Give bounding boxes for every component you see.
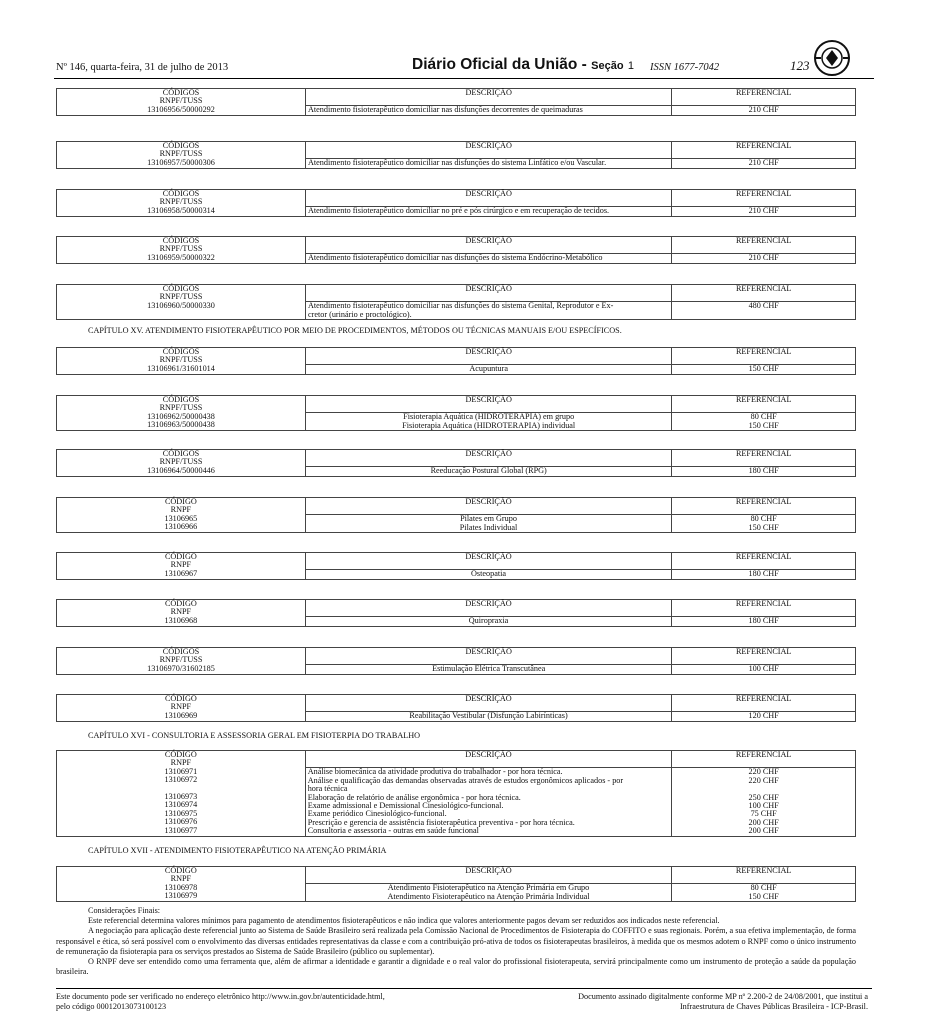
description-value: Prescrição e gerencia de assistência fisioterapêutica preventiva - por hora técnica. [307, 817, 575, 827]
referencial-header: REFERENCIAL [672, 348, 856, 365]
code-header-line-1: CÓDIGOS [162, 647, 200, 656]
code-value: 13106963/50000438 [147, 420, 215, 430]
description-value: Elaboração de relatório de análise ergonômica - por hora técnica. [307, 792, 521, 802]
description-header: DESCRIÇÃO [305, 648, 671, 665]
code-header-line-2: RNPF [170, 702, 192, 712]
description-header: DESCRIÇÃO [305, 867, 672, 884]
code-spacer [59, 310, 303, 318]
section-number: 1 [627, 60, 635, 72]
referencial-value: 100 CHF [748, 800, 779, 810]
footer-signature [524, 992, 868, 1012]
code-cell [57, 159, 306, 168]
code-header [57, 142, 306, 159]
table-header-row [57, 751, 856, 768]
description-value: Análise e qualificação das demandas observadas através de estudos ergonômicos aplicados - por [307, 775, 624, 785]
code-cell [57, 254, 306, 263]
description-value: Pilates Individual [459, 522, 518, 532]
referencial-header: REFERENCIAL [672, 190, 856, 207]
referencial-cell [672, 207, 856, 216]
description-cell [305, 665, 671, 674]
table [56, 694, 856, 722]
code-value: 13106972 [164, 775, 198, 785]
table-header-row [57, 867, 856, 884]
code-value: 13106968 [164, 615, 198, 625]
code-value: 13106959/50000322 [147, 252, 215, 262]
description-value-continued: cretor (urinário e proctológico). [307, 309, 412, 319]
code-value: 13106977 [164, 825, 198, 835]
final-paragraph-2: A negociação para aplicação deste referencial junto ao Sistema de Saúde Brasileiro será realizada pela Comissão Nacional de Procedimentos de Fisioterapia do COFFITO e suas regionais. Porém, a sua efetiva implementação, de forma responsável e ética, só será possível com o envolvimento das diversas entidades representativas da classe e com a contribuição pró-ativa de todos os fisioterapeutas brasileiros, à medida que os mesmos adotem o RNPF como o único instrumento de remuneração da fisioterapia para os serviços prestados ao Sistema de Saúde Brasileiro (público ou suplementar). [56, 926, 856, 956]
table-row [57, 302, 856, 320]
footer-signature-line-2: Infraestrutura de Chaves Públicas Brasileira - ICP-Brasil. [679, 1002, 868, 1011]
code-cell [57, 768, 306, 836]
description-value: Análise biomecânica da atividade produtiva do trabalhador - por hora técnica. [307, 767, 563, 777]
final-paragraph-1: Este referencial determina valores mínimos para pagamento de atendimentos fisioterapêuticos e não indica que valores anteriormente pagos devam ser reduzidos aos indicados neste referencial. [88, 916, 720, 926]
description-value: Atendimento fisioterapêutico domiciliar nas disfunções do sistema Genital, Reprodutor e Ex- [307, 301, 614, 311]
referencial-header: REFERENCIAL [672, 285, 856, 302]
code-header-line-1: CÓDIGO [164, 750, 197, 759]
code-header [57, 89, 306, 106]
chapter-xvi-heading: CAPÍTULO XVI - CONSULTORIA E ASSESSORIA GERAL EM FISIOTERPIA DO TRABALHO [88, 731, 421, 740]
referencial-table [56, 750, 856, 837]
table [56, 395, 856, 431]
code-value: 13106960/50000330 [147, 300, 215, 310]
code-value: 13106969 [164, 710, 198, 720]
description-value: Acupuntura [469, 364, 509, 374]
referencial-value: 210 CHF [748, 158, 779, 168]
table [56, 497, 856, 533]
description-header: DESCRIÇÃO [305, 553, 672, 570]
code-value: 13106975 [164, 808, 198, 818]
description-value: Fisioterapia Aquática (HIDROTERAPIA) em grupo [403, 412, 575, 422]
description-header: DESCRIÇÃO [305, 498, 672, 515]
referencial-value: 80 CHF [750, 883, 777, 893]
description-value: Quiropraxia [468, 616, 509, 626]
code-value: 13106979 [164, 891, 198, 901]
table [56, 647, 856, 675]
description-cell [305, 302, 671, 320]
referencial-table [56, 694, 856, 722]
code-cell [57, 365, 306, 374]
code-header-line-1: CÓDIGOS [162, 284, 200, 293]
code-cell [57, 570, 306, 579]
code-header-line-2: RNPF/TUSS [159, 655, 203, 665]
code-header [57, 450, 306, 467]
code-value: 13106958/50000314 [147, 205, 215, 215]
description-value: Pilates em Grupo [460, 514, 517, 524]
description-value: Estimulação Elétrica Transcutânea [432, 664, 546, 674]
final-paragraph-3: O RNPF deve ser entendido como uma ferramenta que, além de afirmar a identidade e garantir a dignidade e o real valor do profissional fisioterapeuta, servirá principalmente como um instrumento de proteção a saúde da população brasileira. [56, 957, 856, 977]
journal-title [412, 56, 634, 74]
code-header [57, 867, 306, 884]
description-value: Osteopatia [471, 569, 507, 579]
code-header [57, 695, 306, 712]
description-cell [305, 254, 671, 263]
code-value: 13106967 [164, 568, 198, 578]
code-header-line-2: RNPF/TUSS [159, 197, 203, 207]
code-header-line-2: RNPF/TUSS [159, 244, 203, 254]
referencial-cell [672, 413, 856, 431]
table-header-row [57, 695, 856, 712]
description-value: Exame periódico Cinesiológico-funcional. [307, 809, 447, 819]
referencial-header: REFERENCIAL [672, 751, 856, 768]
table-row [57, 467, 856, 476]
referencial-cell [672, 106, 856, 115]
code-header-line-2: RNPF/TUSS [159, 355, 203, 365]
code-cell [57, 467, 306, 476]
code-value: 13106956/50000292 [147, 104, 215, 114]
code-header-line-1: CÓDIGO [164, 694, 197, 703]
table-row [57, 617, 856, 626]
table-row [57, 413, 856, 431]
description-value: Reeducação Postural Global (RPG) [430, 466, 547, 476]
referencial-header: REFERENCIAL [672, 553, 856, 570]
table [56, 347, 856, 375]
referencial-cell [672, 617, 856, 626]
referencial-cell [672, 570, 856, 579]
description-header: DESCRIÇÃO [305, 89, 671, 106]
referencial-table [56, 88, 856, 116]
table [56, 866, 856, 902]
code-cell [57, 884, 306, 902]
code-header [57, 751, 306, 768]
referencial-value: 200 CHF [748, 817, 779, 827]
description-value: Atendimento fisioterapêutico domiciliar nas disfunções decorrentes de queimaduras [307, 105, 583, 115]
referencial-value: 150 CHF [748, 364, 779, 374]
referencial-value: 100 CHF [748, 664, 779, 674]
code-header [57, 648, 306, 665]
code-header-line-2: RNPF/TUSS [159, 292, 203, 302]
table-row [57, 207, 856, 216]
referencial-cell [672, 254, 856, 263]
table [56, 88, 856, 116]
code-header-line-1: CÓDIGOS [162, 449, 200, 458]
code-cell [57, 617, 306, 626]
referencial-value: 150 CHF [748, 522, 779, 532]
title-text: Diário Oficial da União [412, 56, 578, 73]
table-row [57, 106, 856, 115]
description-cell [305, 413, 672, 431]
code-header-line-1: CÓDIGOS [162, 347, 200, 356]
code-header-line-1: CÓDIGOS [162, 189, 200, 198]
referencial-value: 80 CHF [750, 514, 777, 524]
code-header [57, 190, 306, 207]
code-value: 13106964/50000446 [147, 465, 215, 475]
final-title: Considerações Finais: [88, 906, 161, 915]
code-header-line-2: RNPF [170, 874, 192, 884]
referencial-header: REFERENCIAL [672, 695, 856, 712]
description-cell [305, 712, 672, 721]
referencial-value: 220 CHF [748, 775, 779, 785]
table [56, 449, 856, 477]
code-header [57, 498, 306, 515]
section-word: Seção [591, 60, 624, 72]
referencial-table [56, 141, 856, 169]
referencial-header: REFERENCIAL [672, 498, 856, 515]
referencial-header: REFERENCIAL [672, 396, 856, 413]
referencial-table [56, 497, 856, 533]
table-row [57, 665, 856, 674]
code-cell [57, 413, 306, 431]
code-header-line-1: CÓDIGO [164, 552, 197, 561]
referencial-value: 150 CHF [748, 891, 779, 901]
table-header-row [57, 142, 856, 159]
referencial-header: REFERENCIAL [672, 237, 856, 254]
referencial-header: REFERENCIAL [672, 648, 856, 665]
referencial-cell [672, 712, 856, 721]
referencial-table [56, 236, 856, 264]
table-header-row [57, 648, 856, 665]
referencial-table [56, 395, 856, 431]
referencial-table [56, 449, 856, 477]
description-cell [305, 768, 672, 836]
table-row [57, 254, 856, 263]
referencial-cell [672, 467, 856, 476]
description-cell [305, 467, 671, 476]
referencial-table [56, 647, 856, 675]
code-header-line-1: CÓDIGO [164, 866, 197, 875]
referencial-cell [672, 159, 856, 168]
code-header [57, 553, 306, 570]
referencial-value: 210 CHF [748, 206, 779, 216]
code-cell [57, 665, 306, 674]
table [56, 236, 856, 264]
footer-signature-line-1: Documento assinado digitalmente conforme MP nº 2.200-2 de 24/08/2001, que institui a [578, 992, 868, 1001]
code-header-line-1: CÓDIGOS [162, 395, 200, 404]
final-considerations [56, 906, 856, 977]
header-rule [54, 78, 874, 79]
referencial-table [56, 284, 856, 320]
code-header-line-2: RNPF [170, 607, 192, 617]
description-cell [305, 106, 671, 115]
code-header-line-2: RNPF/TUSS [159, 149, 203, 159]
code-header-line-1: CÓDIGOS [162, 141, 200, 150]
code-value: 13106971 [164, 766, 198, 776]
table-row [57, 570, 856, 579]
table-header-row [57, 450, 856, 467]
description-header: DESCRIÇÃO [305, 285, 671, 302]
issn: ISSN 1677-7042 [650, 62, 720, 73]
code-cell [57, 712, 306, 721]
code-value: 13106957/50000306 [147, 157, 215, 167]
chapter-xvii-heading: CAPÍTULO XVII - ATENDIMENTO FISIOTERAPÊUTICO NA ATENÇÃO PRIMÁRIA [88, 846, 387, 855]
code-header-line-2: RNPF/TUSS [159, 96, 203, 106]
code-value: 13106965 [164, 513, 198, 523]
table-row [57, 365, 856, 374]
referencial-header: REFERENCIAL [672, 450, 856, 467]
code-header-line-2: RNPF [170, 560, 192, 570]
referencial-value: 120 CHF [748, 711, 779, 721]
code-value: 13106978 [164, 882, 198, 892]
code-cell [57, 106, 306, 115]
description-value: Atendimento Fisioterapêutico na Atenção Primária em Grupo [387, 883, 590, 893]
table [56, 141, 856, 169]
code-cell [57, 515, 306, 533]
table-header-row [57, 498, 856, 515]
description-header: DESCRIÇÃO [305, 348, 671, 365]
code-header-line-1: CÓDIGO [164, 497, 197, 506]
table [56, 552, 856, 580]
code-header-line-1: CÓDIGOS [162, 88, 200, 97]
table [56, 599, 856, 627]
referencial-value: 150 CHF [748, 420, 779, 430]
description-cell [305, 617, 672, 626]
code-header [57, 237, 306, 254]
footer-verification-url: Este documento pode ser verificado no endereço eletrônico http://www.in.gov.br/autenticidade.html, [56, 992, 385, 1001]
description-cell [305, 365, 671, 374]
table-header-row [57, 553, 856, 570]
description-header: DESCRIÇÃO [305, 237, 671, 254]
description-header: DESCRIÇÃO [305, 190, 671, 207]
table-header-row [57, 237, 856, 254]
referencial-table [56, 189, 856, 217]
description-value-continued: hora técnica [307, 784, 348, 794]
code-value: 13106962/50000438 [147, 411, 215, 421]
referencial-value: 180 CHF [748, 569, 779, 579]
description-header: DESCRIÇÃO [305, 751, 672, 768]
description-cell [305, 570, 672, 579]
issue-info: Nº 146, quarta-feira, 31 de julho de 2013 [56, 62, 229, 73]
referencial-cell [672, 365, 856, 374]
description-value: Atendimento Fisioterapêutico na Atenção Primária Individual [387, 891, 590, 901]
code-header [57, 396, 306, 413]
table [56, 750, 856, 837]
code-header [57, 600, 306, 617]
footer-verification [56, 992, 385, 1012]
code-cell [57, 207, 306, 216]
referencial-cell [672, 768, 856, 836]
description-value: Atendimento fisioterapêutico domiciliar nas disfunções do sistema Linfático e/ou Vascular. [307, 158, 607, 168]
table-row [57, 515, 856, 533]
code-value: 13106973 [164, 792, 198, 802]
table [56, 189, 856, 217]
footer-code: pelo código 00012013073100123 [56, 1002, 167, 1011]
description-value: Consultoria e assessoria - outras em saúde funcional [307, 826, 479, 836]
code-cell [57, 302, 306, 320]
table-header-row [57, 348, 856, 365]
description-header: DESCRIÇÃO [305, 600, 672, 617]
code-value: 13106970/31602185 [147, 663, 215, 673]
code-header-line-2: RNPF [170, 758, 192, 768]
referencial-cell [672, 515, 856, 533]
description-value: Exame admissional e Demissional Cinesiológico-funcional. [307, 800, 504, 810]
referencial-value: 250 CHF [748, 792, 779, 802]
description-value: Fisioterapia Aquática (HIDROTERAPIA) individual [402, 420, 576, 430]
table-header-row [57, 285, 856, 302]
referencial-cell [672, 302, 856, 320]
referencial-header: REFERENCIAL [672, 142, 856, 159]
code-header [57, 285, 306, 302]
code-value: 13106961/31601014 [147, 363, 215, 373]
code-value: 13106976 [164, 817, 198, 827]
description-cell [305, 159, 671, 168]
description-cell [305, 207, 671, 216]
code-header-line-1: CÓDIGOS [162, 236, 200, 245]
code-header [57, 348, 306, 365]
table-row [57, 768, 856, 836]
code-value: 13106974 [164, 800, 198, 810]
footer-rule [56, 988, 872, 989]
referencial-table [56, 552, 856, 580]
description-header: DESCRIÇÃO [305, 450, 671, 467]
referencial-table [56, 599, 856, 627]
referencial-value: 480 CHF [748, 301, 779, 311]
table-header-row [57, 89, 856, 106]
description-cell [305, 515, 672, 533]
code-header-line-2: RNPF/TUSS [159, 457, 203, 467]
referencial-value: 200 CHF [748, 826, 779, 836]
referencial-value: 210 CHF [748, 105, 779, 115]
table-header-row [57, 190, 856, 207]
page-header [54, 56, 874, 80]
table-row [57, 159, 856, 168]
referencial-value: 220 CHF [748, 767, 779, 777]
referencial-value: 180 CHF [748, 466, 779, 476]
referencial-cell [672, 665, 856, 674]
description-header: DESCRIÇÃO [305, 142, 671, 159]
description-value: Atendimento fisioterapêutico domiciliar nas disfunções do sistema Endócrino-Metabólico [307, 253, 603, 263]
referencial-value: 210 CHF [748, 253, 779, 263]
referencial-value: 75 CHF [750, 809, 777, 819]
table-header-row [57, 600, 856, 617]
description-value: Reabilitação Vestibular (Disfunção Labirínticas) [409, 711, 568, 721]
title-dash: - [577, 56, 592, 73]
referencial-table [56, 347, 856, 375]
description-header: DESCRIÇÃO [305, 396, 672, 413]
description-value: Atendimento fisioterapêutico domiciliar no pré e pós cirúrgico e em recuperação de tecidos. [307, 206, 610, 216]
table-row [57, 884, 856, 902]
referencial-table [56, 866, 856, 902]
referencial-header: REFERENCIAL [672, 89, 856, 106]
table-header-row [57, 396, 856, 413]
code-header-line-2: RNPF/TUSS [159, 403, 203, 413]
table-row [57, 712, 856, 721]
code-header-line-2: RNPF [170, 505, 192, 515]
description-header: DESCRIÇÃO [305, 695, 672, 712]
table [56, 284, 856, 320]
chapter-xv-heading: CAPÍTULO XV. ATENDIMENTO FISIOTERAPÊUTICO POR MEIO DE PROCEDIMENTOS, MÉTODOS OU TÉCNICAS MANUAIS E/OU ESPECÍFICOS. [88, 326, 622, 335]
referencial-cell [672, 884, 856, 902]
referencial-header: REFERENCIAL [672, 600, 856, 617]
imprensa-nacional-seal-icon [812, 38, 852, 78]
code-value: 13106966 [164, 522, 198, 532]
referencial-value: 180 CHF [748, 616, 779, 626]
page-number: 123 [790, 58, 810, 73]
referencial-spacer [674, 311, 853, 319]
description-cell [305, 884, 672, 902]
referencial-header: REFERENCIAL [672, 867, 856, 884]
referencial-value: 80 CHF [750, 412, 777, 422]
code-header-line-1: CÓDIGO [164, 599, 197, 608]
